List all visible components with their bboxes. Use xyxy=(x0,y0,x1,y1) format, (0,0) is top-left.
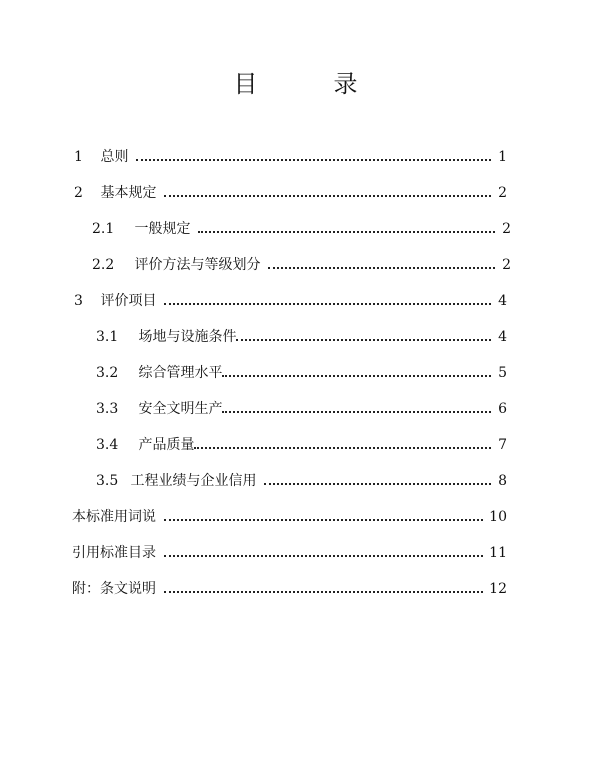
toc-entry-number: 3.3 xyxy=(96,401,119,417)
toc-page-number: 1 xyxy=(498,149,507,165)
toc-leader-dots xyxy=(136,145,491,169)
toc-entry-number: 2.1 xyxy=(92,221,115,237)
toc-entry-1[interactable] xyxy=(74,145,507,169)
toc-leader-dots xyxy=(164,577,483,601)
toc-leader-dots xyxy=(194,433,491,457)
toc-entry-title: 综合管理水平 xyxy=(138,365,223,381)
toc-entry-number: 1 xyxy=(74,149,83,165)
toc-page-number: 2 xyxy=(502,257,511,273)
toc-entry-3[interactable] xyxy=(74,289,507,313)
toc-entry-number: 3.2 xyxy=(96,365,119,381)
toc-leader-dots xyxy=(164,181,491,205)
toc-page-number: 8 xyxy=(498,473,507,489)
toc-entry-title: 场地与设施条件 xyxy=(138,329,237,345)
toc-entry-number: 3 xyxy=(74,293,83,309)
toc-entry-title: 安全文明生产 xyxy=(138,401,223,417)
toc-leader-dots xyxy=(198,217,495,241)
toc-entry-2-2[interactable] xyxy=(92,253,511,277)
toc-page-number: 12 xyxy=(489,581,507,597)
toc-leader-dots xyxy=(264,469,491,493)
toc-entry-title: 附：条文说明 xyxy=(72,581,156,597)
toc-page-number: 2 xyxy=(498,185,507,201)
toc-leader-dots xyxy=(268,253,495,277)
toc-entry-appendix[interactable] xyxy=(72,577,507,601)
toc-page-number: 10 xyxy=(489,509,507,525)
toc-entry-3-3[interactable] xyxy=(96,397,507,421)
toc-entry-3-1[interactable] xyxy=(96,325,507,349)
toc-entry-references[interactable] xyxy=(72,541,507,565)
toc-entry-3-4[interactable] xyxy=(96,433,507,457)
toc-entry-title: 本标准用词说 xyxy=(72,509,156,525)
toc-entry-3-5[interactable] xyxy=(96,469,507,493)
toc-page-number: 4 xyxy=(498,329,507,345)
toc-page-number: 6 xyxy=(498,401,507,417)
toc-entry-title: 评价方法与等级划分 xyxy=(134,257,261,273)
toc-entry-number: 3.4 xyxy=(96,437,119,453)
toc-entry-title: 基本规定 xyxy=(100,185,157,201)
toc-entry-2[interactable] xyxy=(74,181,507,205)
toc-entry-terms[interactable] xyxy=(72,505,507,529)
toc-entry-title: 一般规定 xyxy=(134,221,191,237)
toc-entry-number: 3.5 xyxy=(96,473,119,489)
toc-entry-title: 产品质量 xyxy=(138,437,195,453)
toc-entry-title: 引用标准目录 xyxy=(72,545,156,561)
toc-entry-2-1[interactable] xyxy=(92,217,511,241)
toc-page-number: 2 xyxy=(502,221,511,237)
toc-entry-title: 评价项目 xyxy=(100,293,157,309)
toc-page-number: 11 xyxy=(489,545,507,561)
toc-leader-dots xyxy=(164,505,483,529)
page-title: 目 录 xyxy=(233,70,384,98)
toc-entry-title: 工程业绩与企业信用 xyxy=(130,473,257,489)
toc-page-number: 4 xyxy=(498,293,507,309)
toc-leader-dots xyxy=(222,397,491,421)
toc-entry-3-2[interactable] xyxy=(96,361,507,385)
toc-leader-dots xyxy=(164,289,491,313)
toc-page-number: 7 xyxy=(498,437,507,453)
toc-leader-dots xyxy=(222,361,491,385)
toc-entry-number: 3.1 xyxy=(96,329,119,345)
toc-page-number: 5 xyxy=(498,365,507,381)
toc-entry-number: 2.2 xyxy=(92,257,115,273)
toc-leader-dots xyxy=(164,541,483,565)
toc-leader-dots xyxy=(236,325,491,349)
toc-entry-title: 总则 xyxy=(100,149,129,165)
toc-entry-number: 2 xyxy=(74,185,83,201)
